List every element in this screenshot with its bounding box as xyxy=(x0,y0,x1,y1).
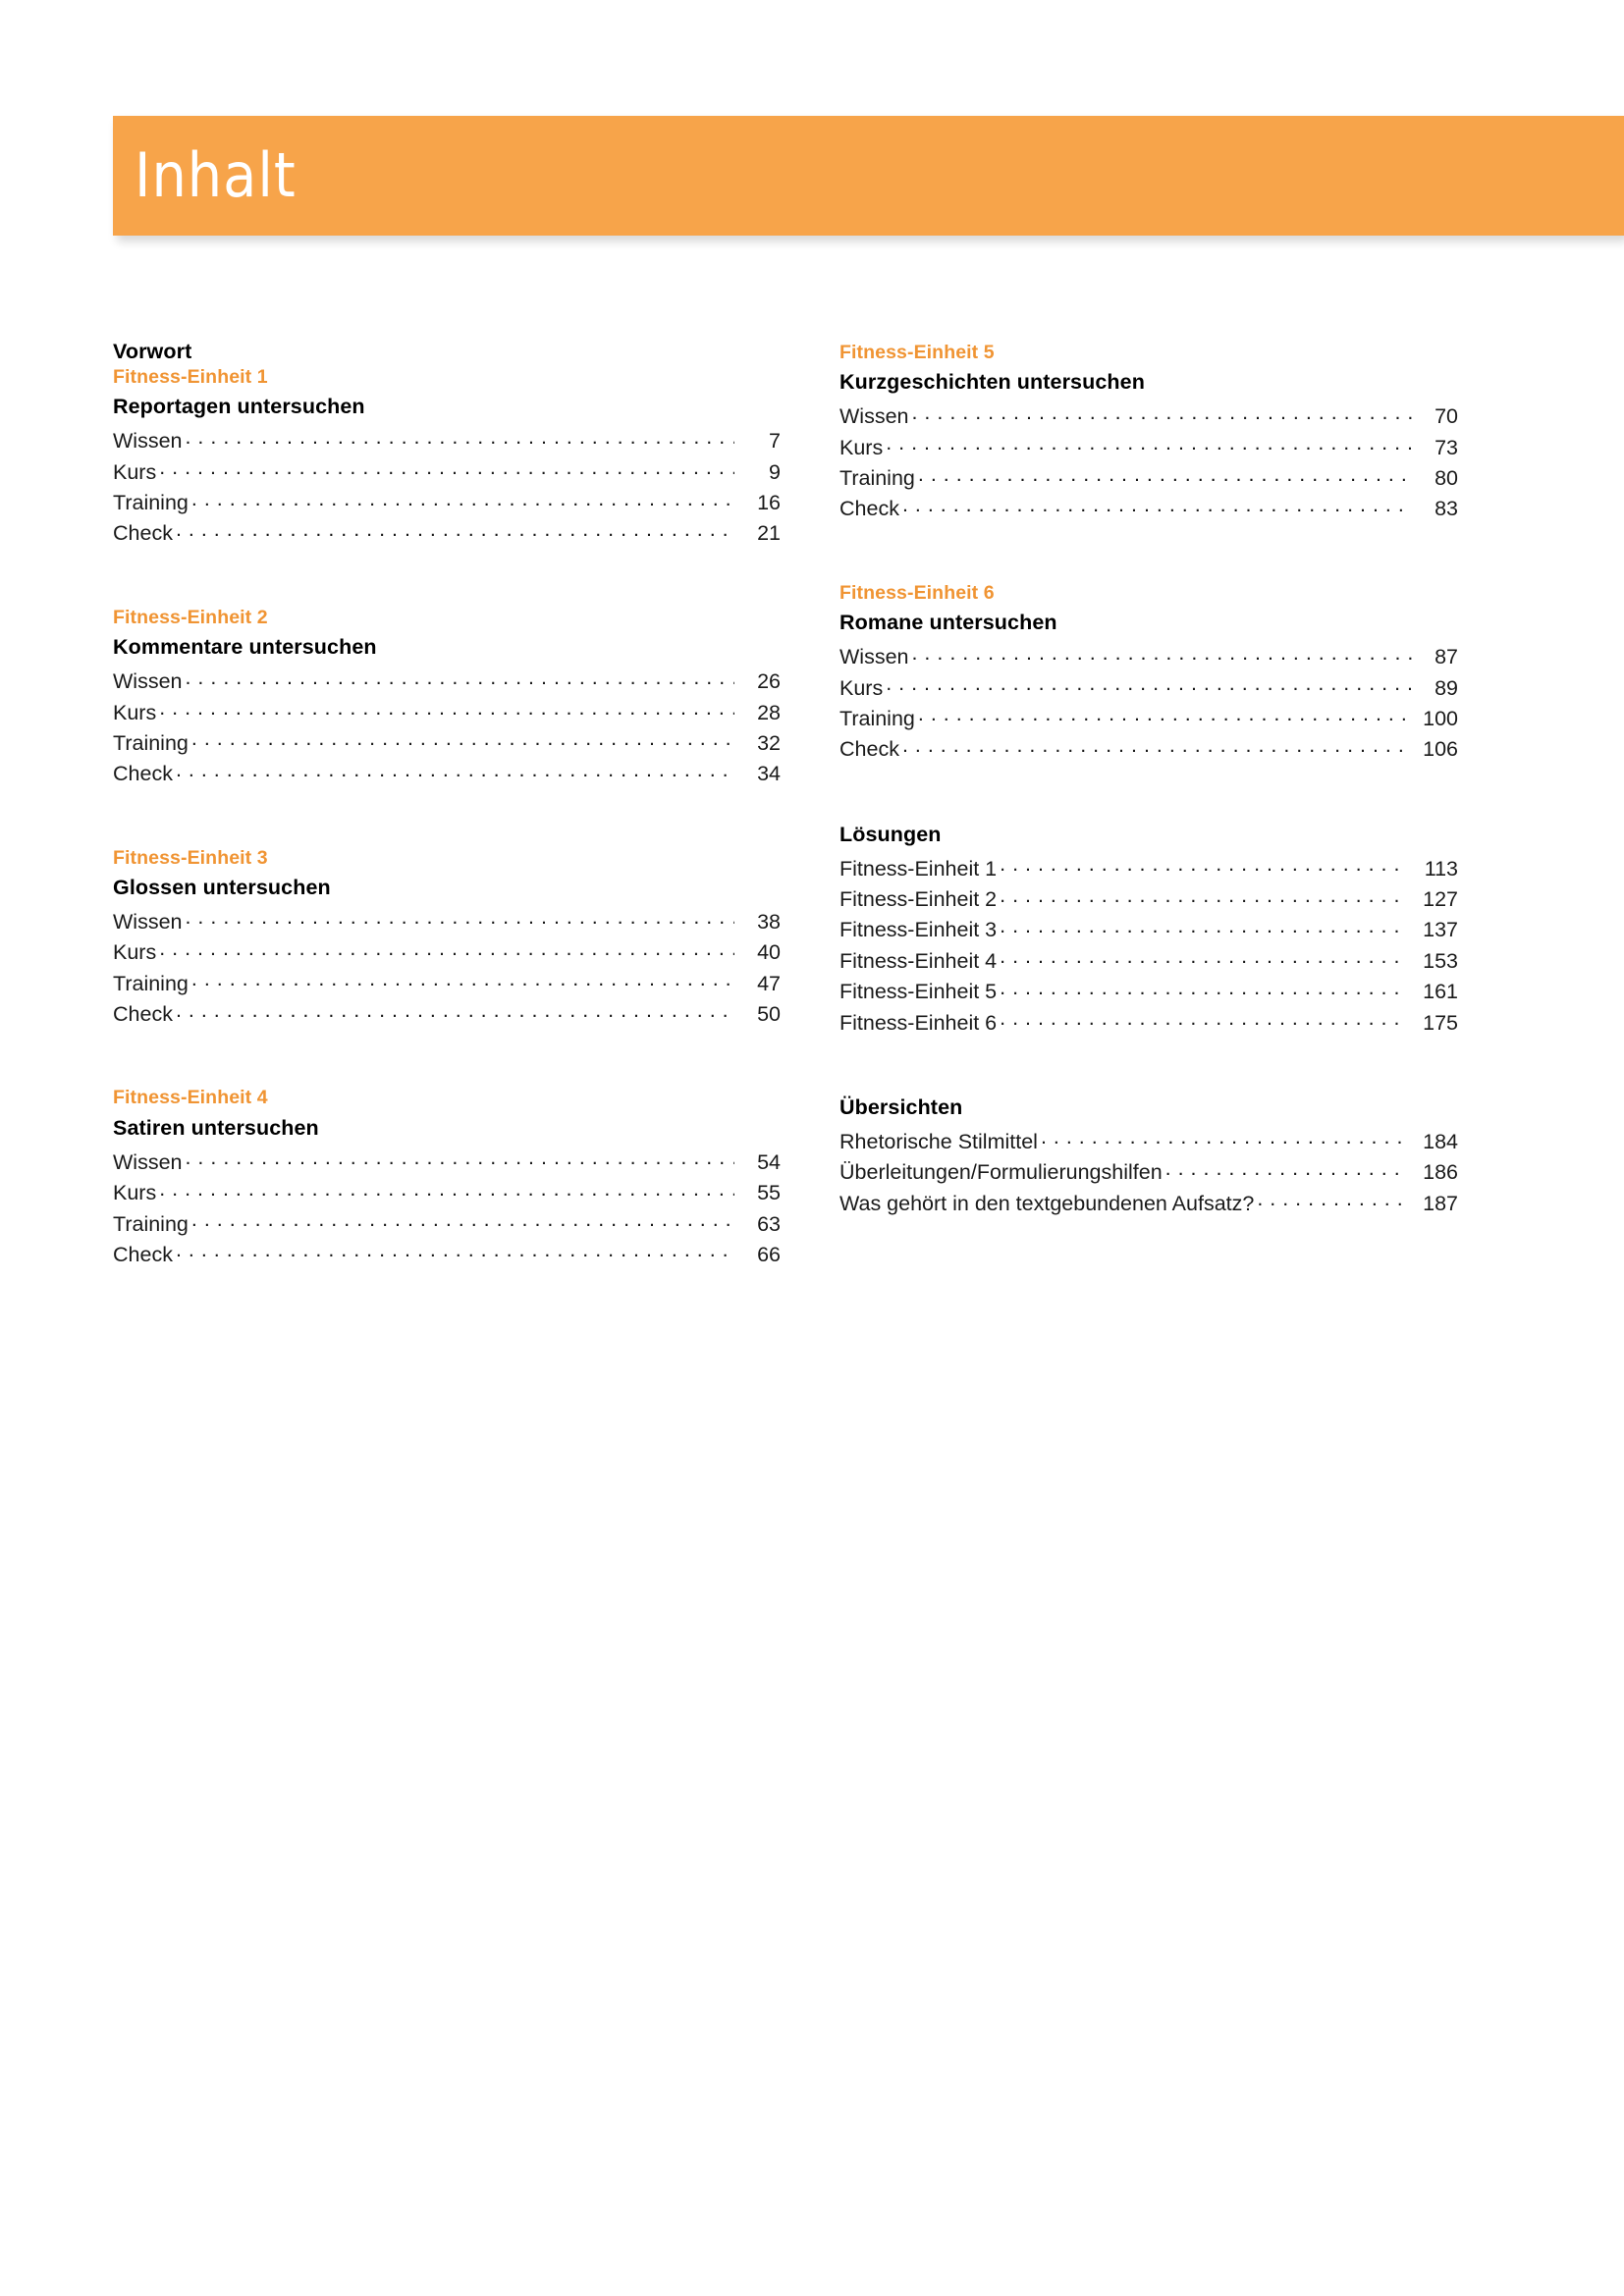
dot-leader xyxy=(1000,978,1404,999)
unit-title[interactable]: Satiren untersuchen xyxy=(113,1115,319,1140)
toc-entry-label: Training xyxy=(113,491,189,515)
toc-entry-page-number: 63 xyxy=(757,1211,781,1236)
dot-leader xyxy=(159,457,734,479)
toc-entry-row[interactable] xyxy=(113,426,781,456)
solutions-entry-page-number: 137 xyxy=(1423,918,1458,942)
solutions-entry-label: Fitness-Einheit 4 xyxy=(839,948,998,973)
toc-entry-label: Kurs xyxy=(113,940,157,965)
unit-title[interactable]: Reportagen untersuchen xyxy=(113,395,365,419)
toc-entry-label: Training xyxy=(839,706,915,730)
solutions-entry-row[interactable] xyxy=(839,915,1458,945)
unit-label[interactable]: Fitness-Einheit 2 xyxy=(113,606,268,628)
right-unit-list xyxy=(839,340,1458,1219)
toc-entry-page-number: 54 xyxy=(757,1149,781,1174)
dot-leader xyxy=(911,643,1412,665)
toc-entry-page-number: 83 xyxy=(1435,497,1458,521)
overviews-entry-page-number: 187 xyxy=(1423,1191,1458,1215)
toc-entry-page-number: 87 xyxy=(1435,645,1458,669)
unit-block-right-2 xyxy=(839,580,1458,766)
toc-entry-label: Check xyxy=(839,497,899,521)
toc-entry-row[interactable] xyxy=(113,969,781,999)
toc-entry-page-number: 106 xyxy=(1423,737,1458,762)
unit-block-left-2 xyxy=(113,605,781,790)
toc-entry-page-number: 66 xyxy=(757,1242,781,1266)
toc-entry-row[interactable] xyxy=(839,401,1458,432)
unit-rows xyxy=(839,401,1458,525)
dot-leader xyxy=(191,489,734,510)
dot-leader xyxy=(159,1179,734,1201)
toc-entry-label: Kurs xyxy=(839,435,884,459)
unit-rows xyxy=(113,1148,781,1271)
toc-entry-label: Wissen xyxy=(839,645,909,669)
toc-entry-label: Kurs xyxy=(113,700,157,724)
dot-leader xyxy=(918,704,1412,725)
dot-leader xyxy=(1000,854,1404,876)
solutions-entry-page-number: 153 xyxy=(1423,948,1458,973)
unit-label[interactable]: Fitness-Einheit 1 xyxy=(113,366,268,388)
toc-entry-row[interactable] xyxy=(113,698,781,728)
toc-entry-page-number: 73 xyxy=(1435,435,1458,459)
dot-leader xyxy=(176,519,734,541)
dot-leader xyxy=(1165,1158,1404,1180)
toc-entry-row[interactable] xyxy=(113,488,781,518)
dot-leader xyxy=(159,698,734,720)
dot-leader xyxy=(1041,1127,1404,1148)
solutions-entry-label: Fitness-Einheit 6 xyxy=(839,1010,998,1035)
toc-entry-row[interactable] xyxy=(113,937,781,968)
solutions-entry-label: Fitness-Einheit 3 xyxy=(839,918,998,942)
overviews-entry-page-number: 186 xyxy=(1423,1160,1458,1185)
toc-left-column xyxy=(113,236,781,1270)
unit-label[interactable]: Fitness-Einheit 4 xyxy=(113,1087,268,1109)
unit-block-left-3 xyxy=(113,845,781,1031)
overviews-rows xyxy=(839,1127,1458,1219)
solutions-entry-row[interactable] xyxy=(839,854,1458,884)
toc-entry-row[interactable] xyxy=(839,673,1458,704)
solutions-rows xyxy=(839,854,1458,1039)
toc-entry-page-number: 38 xyxy=(757,909,781,934)
dot-leader xyxy=(176,760,734,781)
overviews-entry-row[interactable] xyxy=(839,1157,1458,1188)
toc-entry-label: Wissen xyxy=(839,404,909,429)
overviews-entry-row[interactable] xyxy=(839,1127,1458,1157)
toc-entry-row[interactable] xyxy=(113,728,781,759)
unit-block-right-1 xyxy=(839,340,1458,525)
toc-entry-row[interactable] xyxy=(839,494,1458,524)
toc-entry-label: Check xyxy=(839,737,899,762)
dot-leader xyxy=(185,667,734,689)
toc-entry-row[interactable] xyxy=(113,999,781,1030)
dot-leader xyxy=(159,938,734,960)
dot-leader xyxy=(191,1209,734,1231)
toc-entry-row[interactable] xyxy=(839,463,1458,494)
unit-title[interactable]: Romane untersuchen xyxy=(839,611,1057,635)
toc-right-column xyxy=(839,236,1458,1219)
dot-leader xyxy=(918,464,1412,486)
toc-entry-row[interactable] xyxy=(113,907,781,937)
toc-entry-page-number: 80 xyxy=(1435,466,1458,491)
unit-label[interactable]: Fitness-Einheit 5 xyxy=(839,342,995,363)
toc-entry-label: Wissen xyxy=(113,1149,183,1174)
dot-leader xyxy=(1000,885,1404,907)
overviews-block xyxy=(839,1094,1458,1219)
solutions-entry-label: Fitness-Einheit 1 xyxy=(839,856,998,881)
dot-leader xyxy=(886,433,1412,454)
toc-entry-page-number: 55 xyxy=(757,1181,781,1205)
overviews-entry-label: Überleitungen/Formulierungshilfen xyxy=(839,1160,1163,1185)
dot-leader xyxy=(191,969,734,990)
toc-entry-row[interactable] xyxy=(839,433,1458,463)
dot-leader xyxy=(185,1148,734,1169)
solutions-entry-label: Fitness-Einheit 2 xyxy=(839,887,998,912)
toc-entry-label: Wissen xyxy=(113,429,183,454)
toc-entry-row[interactable] xyxy=(113,1240,781,1270)
solutions-entry-page-number: 161 xyxy=(1423,980,1458,1004)
toc-entry-page-number: 89 xyxy=(1435,675,1458,700)
toc-entry-page-number: 34 xyxy=(757,762,781,786)
dot-leader xyxy=(1000,1008,1404,1030)
toc-entry-label: Check xyxy=(113,762,173,786)
dot-leader xyxy=(1257,1189,1404,1210)
toc-entry-row[interactable] xyxy=(839,734,1458,765)
toc-entry-page-number: 32 xyxy=(757,730,781,755)
solutions-entry-row[interactable] xyxy=(839,884,1458,915)
dot-leader xyxy=(902,735,1412,757)
solutions-entry-row[interactable] xyxy=(839,1008,1458,1039)
toc-entry-label: Training xyxy=(839,466,915,491)
solutions-entry-page-number: 175 xyxy=(1423,1010,1458,1035)
dot-leader xyxy=(902,495,1412,516)
toc-entry-label: Check xyxy=(113,521,173,546)
page-header-banner xyxy=(113,116,1624,236)
solutions-entry-page-number: 127 xyxy=(1423,887,1458,912)
unit-block-left-1 xyxy=(113,364,781,550)
dot-leader xyxy=(176,1240,734,1261)
dot-leader xyxy=(185,907,734,929)
toc-entry-label: Training xyxy=(113,730,189,755)
overviews-entry-row[interactable] xyxy=(839,1189,1458,1219)
page-title: Inhalt xyxy=(135,139,297,211)
toc-entry-label: Check xyxy=(113,1242,173,1266)
toc-entry-label: Wissen xyxy=(113,669,183,694)
toc-entry-label: Wissen xyxy=(113,909,183,934)
unit-block-left-4 xyxy=(113,1085,781,1270)
toc-entry-label: Check xyxy=(113,1002,173,1027)
dot-leader xyxy=(1000,946,1404,968)
toc-entry-label: Kurs xyxy=(113,459,157,484)
overviews-entry-label: Rhetorische Stilmittel xyxy=(839,1129,1038,1153)
unit-label[interactable]: Fitness-Einheit 6 xyxy=(839,581,995,604)
preface-entry: Vorwort xyxy=(113,340,192,363)
solutions-entry-label: Fitness-Einheit 5 xyxy=(839,980,998,1004)
unit-rows xyxy=(113,667,781,790)
toc-entry-page-number: 47 xyxy=(757,971,781,995)
toc-entry-label: Kurs xyxy=(839,675,884,700)
unit-title[interactable]: Kurzgeschichten untersuchen xyxy=(839,370,1145,395)
solutions-entry-row[interactable] xyxy=(839,946,1458,977)
toc-entry-page-number: 40 xyxy=(757,940,781,965)
toc-entry-label: Training xyxy=(113,1211,189,1236)
toc-entry-row[interactable] xyxy=(113,759,781,789)
dot-leader xyxy=(191,728,734,750)
toc-entry-page-number: 70 xyxy=(1435,404,1458,429)
toc-entry-page-number: 16 xyxy=(757,491,781,515)
unit-rows xyxy=(113,426,781,550)
toc-entry-row[interactable] xyxy=(113,457,781,488)
toc-entry-page-number: 28 xyxy=(757,700,781,724)
solutions-block xyxy=(839,821,1458,1039)
dot-leader xyxy=(911,402,1412,424)
dot-leader xyxy=(886,673,1412,695)
toc-entry-label: Kurs xyxy=(113,1181,157,1205)
toc-entry-page-number: 50 xyxy=(757,1002,781,1027)
toc-entry-row[interactable] xyxy=(113,667,781,697)
left-unit-list xyxy=(113,364,781,1270)
solutions-entry-row[interactable] xyxy=(839,977,1458,1007)
toc-entry-page-number: 9 xyxy=(769,459,781,484)
unit-title[interactable]: Kommentare untersuchen xyxy=(113,635,377,660)
dot-leader xyxy=(176,1000,734,1022)
unit-rows xyxy=(839,642,1458,766)
toc-entry-row[interactable] xyxy=(839,642,1458,672)
toc-entry-page-number: 21 xyxy=(757,521,781,546)
unit-title[interactable]: Glossen untersuchen xyxy=(113,875,331,899)
overviews-entry-label: Was gehört in den textgebundenen Aufsatz? xyxy=(839,1191,1255,1215)
solutions-heading: Lösungen xyxy=(839,822,942,846)
toc-entry-page-number: 100 xyxy=(1423,706,1458,730)
toc-entry-page-number: 26 xyxy=(757,669,781,694)
toc-entry-label: Training xyxy=(113,971,189,995)
solutions-entry-page-number: 113 xyxy=(1424,856,1458,881)
toc-entry-row[interactable] xyxy=(113,1148,781,1178)
toc-entry-row[interactable] xyxy=(113,1178,781,1208)
unit-rows xyxy=(113,907,781,1031)
toc-entry-page-number: 7 xyxy=(769,429,781,454)
overviews-entry-page-number: 184 xyxy=(1423,1129,1458,1153)
toc-entry-row[interactable] xyxy=(113,518,781,549)
overviews-heading: Übersichten xyxy=(839,1095,963,1119)
toc-entry-row[interactable] xyxy=(113,1209,781,1240)
dot-leader xyxy=(1000,916,1404,937)
dot-leader xyxy=(185,427,734,449)
unit-label[interactable]: Fitness-Einheit 3 xyxy=(113,846,268,869)
toc-entry-row[interactable] xyxy=(839,704,1458,734)
